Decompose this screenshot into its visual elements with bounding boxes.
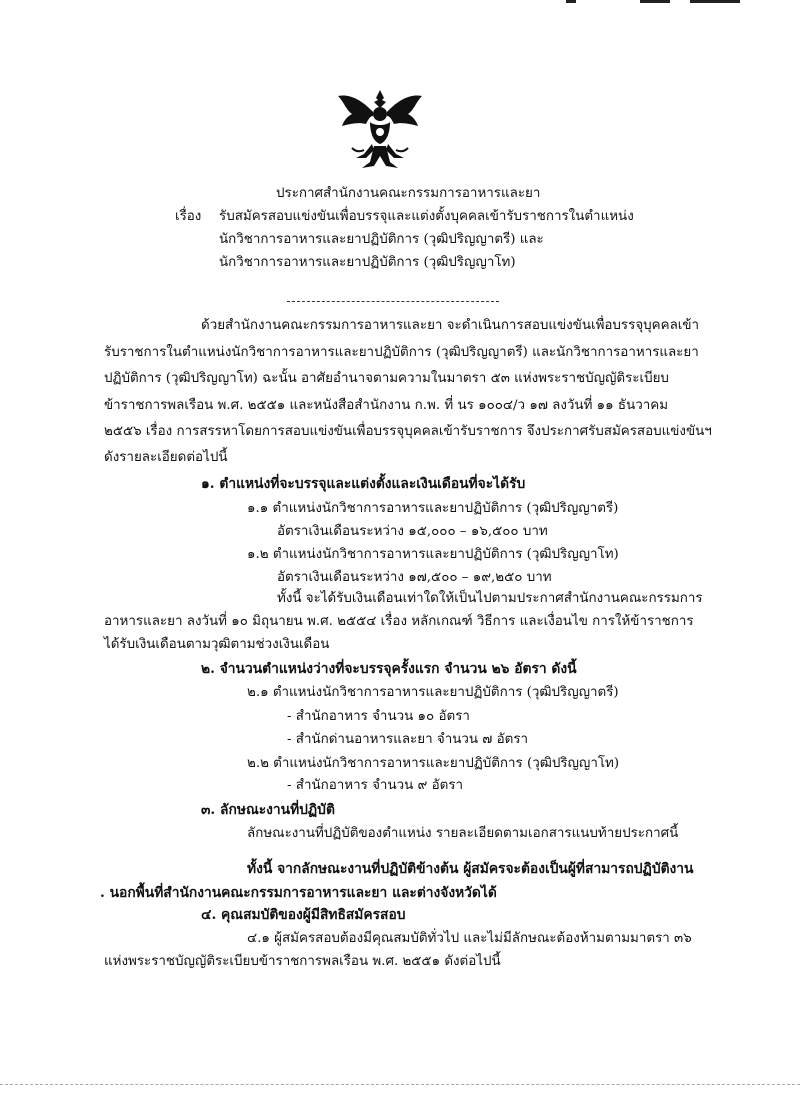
salary-range: อัตราเงินเดือนระหว่าง ๑๕,๐๐๐ – ๑๖,๕๐๐ บาท xyxy=(277,524,548,539)
section-note: . นอกพื้นที่สำนักงานคณะกรรมการอาหารและยา และต่างจังหวัดได้ xyxy=(100,885,497,901)
section-item: ๑.๒ ตำแหน่งนักวิชาการอาหารและยาปฏิบัติการ (วุฒิปริญญาโท) xyxy=(247,547,619,562)
section-item: ๔.๑ ผู้สมัครสอบต้องมีคุณสมบัติทั่วไป และไม่มีลักษณะต้องห้ามตามมาตรา ๓๖ xyxy=(247,931,692,946)
garuda-emblem-icon xyxy=(330,88,430,170)
section-item: ๑.๑ ตำแหน่งนักวิชาการอาหารและยาปฏิบัติการ (วุฒิปริญญาตรี) xyxy=(247,501,619,516)
intro-line: ๒๕๕๖ เรื่อง การสรรหาโดยการสอบแข่งขันเพื่อบรรจุบุคคลเข้ารับราชการ จึงประกาศรับสมัครสอบแข่งขันฯ xyxy=(104,424,712,439)
scan-edge xyxy=(0,1084,800,1093)
section-body: ลักษณะงานที่ปฏิบัติของตำแหน่ง รายละเอียดตามเอกสารแนบท้ายประกาศนี้ xyxy=(247,826,679,841)
note-line: ได้รับเงินเดือนตามวุฒิตามช่วงเงินเดือน xyxy=(104,637,330,652)
section-note: ทั้งนี้ จากลักษณะงานที่ปฏิบัติข้างต้น ผู้สมัครจะต้องเป็นผู้ที่สามารถปฏิบัติงาน xyxy=(247,861,694,877)
section-heading: ๔. คุณสมบัติของผู้มีสิทธิสมัครสอบ xyxy=(201,907,406,923)
salary-range: อัตราเงินเดือนระหว่าง ๑๗,๕๐๐ – ๑๙,๒๕๐ บาท xyxy=(277,570,552,585)
subject-label: เรื่อง xyxy=(175,209,202,224)
subject-line: นักวิชาการอาหารและยาปฏิบัติการ (วุฒิปริญญาโท) xyxy=(219,255,516,270)
section-item: ๒.๒ ตำแหน่งนักวิชาการอาหารและยาปฏิบัติการ (วุฒิปริญญาโท) xyxy=(247,756,620,771)
intro-line: ดังรายละเอียดต่อไปนี้ xyxy=(104,450,228,465)
intro-line: ด้วยสำนักงานคณะกรรมการอาหารและยา จะดำเนินการสอบแข่งขันเพื่อบรรจุบุคคลเข้า xyxy=(201,318,700,333)
announcement-title: ประกาศสำนักงานคณะกรรมการอาหารและยา xyxy=(276,186,541,201)
section-heading: ๑. ตำแหน่งที่จะบรรจุและแต่งตั้งและเงินเดือนที่จะได้รับ xyxy=(201,476,526,492)
scan-mark xyxy=(640,0,670,3)
note-line: ทั้งนี้ จะได้รับเงินเดือนเท่าใดให้เป็นไปตามประกาศสำนักงานคณะกรรมการ xyxy=(277,591,703,606)
intro-line: รับราชการในตำแหน่งนักวิชาการอาหารและยาปฏิบัติการ (วุฒิปริญญาตรี) และนักวิชาการอาหารและยา xyxy=(104,345,699,360)
list-item: - สำนักอาหาร จำนวน ๙ อัตรา xyxy=(287,778,464,793)
section-item: แห่งพระราชบัญญัติระเบียบข้าราชการพลเรือน พ.ศ. ๒๕๕๑ ดังต่อไปนี้ xyxy=(104,954,501,969)
subject-line: นักวิชาการอาหารและยาปฏิบัติการ (วุฒิปริญญาตรี) และ xyxy=(219,232,544,247)
scan-mark xyxy=(566,0,576,3)
scan-mark xyxy=(690,0,740,3)
section-heading: ๒. จำนวนตำแหน่งว่างที่จะบรรจุครั้งแรก จำนวน ๒๖ อัตรา ดังนี้ xyxy=(201,661,577,677)
section-heading: ๓. ลักษณะงานที่ปฏิบัติ xyxy=(201,802,335,818)
subject-line: รับสมัครสอบแข่งขันเพื่อบรรจุและแต่งตั้งบุคคลเข้ารับราชการในตำแหน่ง xyxy=(219,209,634,224)
list-item: - สำนักด่านอาหารและยา จำนวน ๗ อัตรา xyxy=(287,732,529,747)
intro-line: ข้าราชการพลเรือน พ.ศ. ๒๕๕๑ และหนังสือสำนักงาน ก.พ. ที่ นร ๑๐๐๔/ว ๑๗ ลงวันที่ ๑๑ ธันวาคม xyxy=(104,398,669,413)
separator-line xyxy=(287,301,499,302)
intro-line: ปฏิบัติการ (วุฒิปริญญาโท) ฉะนั้น อาศัยอำนาจตามความในมาตรา ๕๓ แห่งพระราชบัญญัติระเบียบ xyxy=(104,371,669,386)
list-item: - สำนักอาหาร จำนวน ๑๐ อัตรา xyxy=(287,709,470,724)
section-item: ๒.๑ ตำแหน่งนักวิชาการอาหารและยาปฏิบัติการ (วุฒิปริญญาตรี) xyxy=(247,685,619,700)
note-line: อาหารและยา ลงวันที่ ๑๐ มิถุนายน พ.ศ. ๒๕๕๔ เรื่อง หลักเกณฑ์ วิธีการ และเงื่อนไข การให้ข้าราชการ xyxy=(104,614,694,629)
